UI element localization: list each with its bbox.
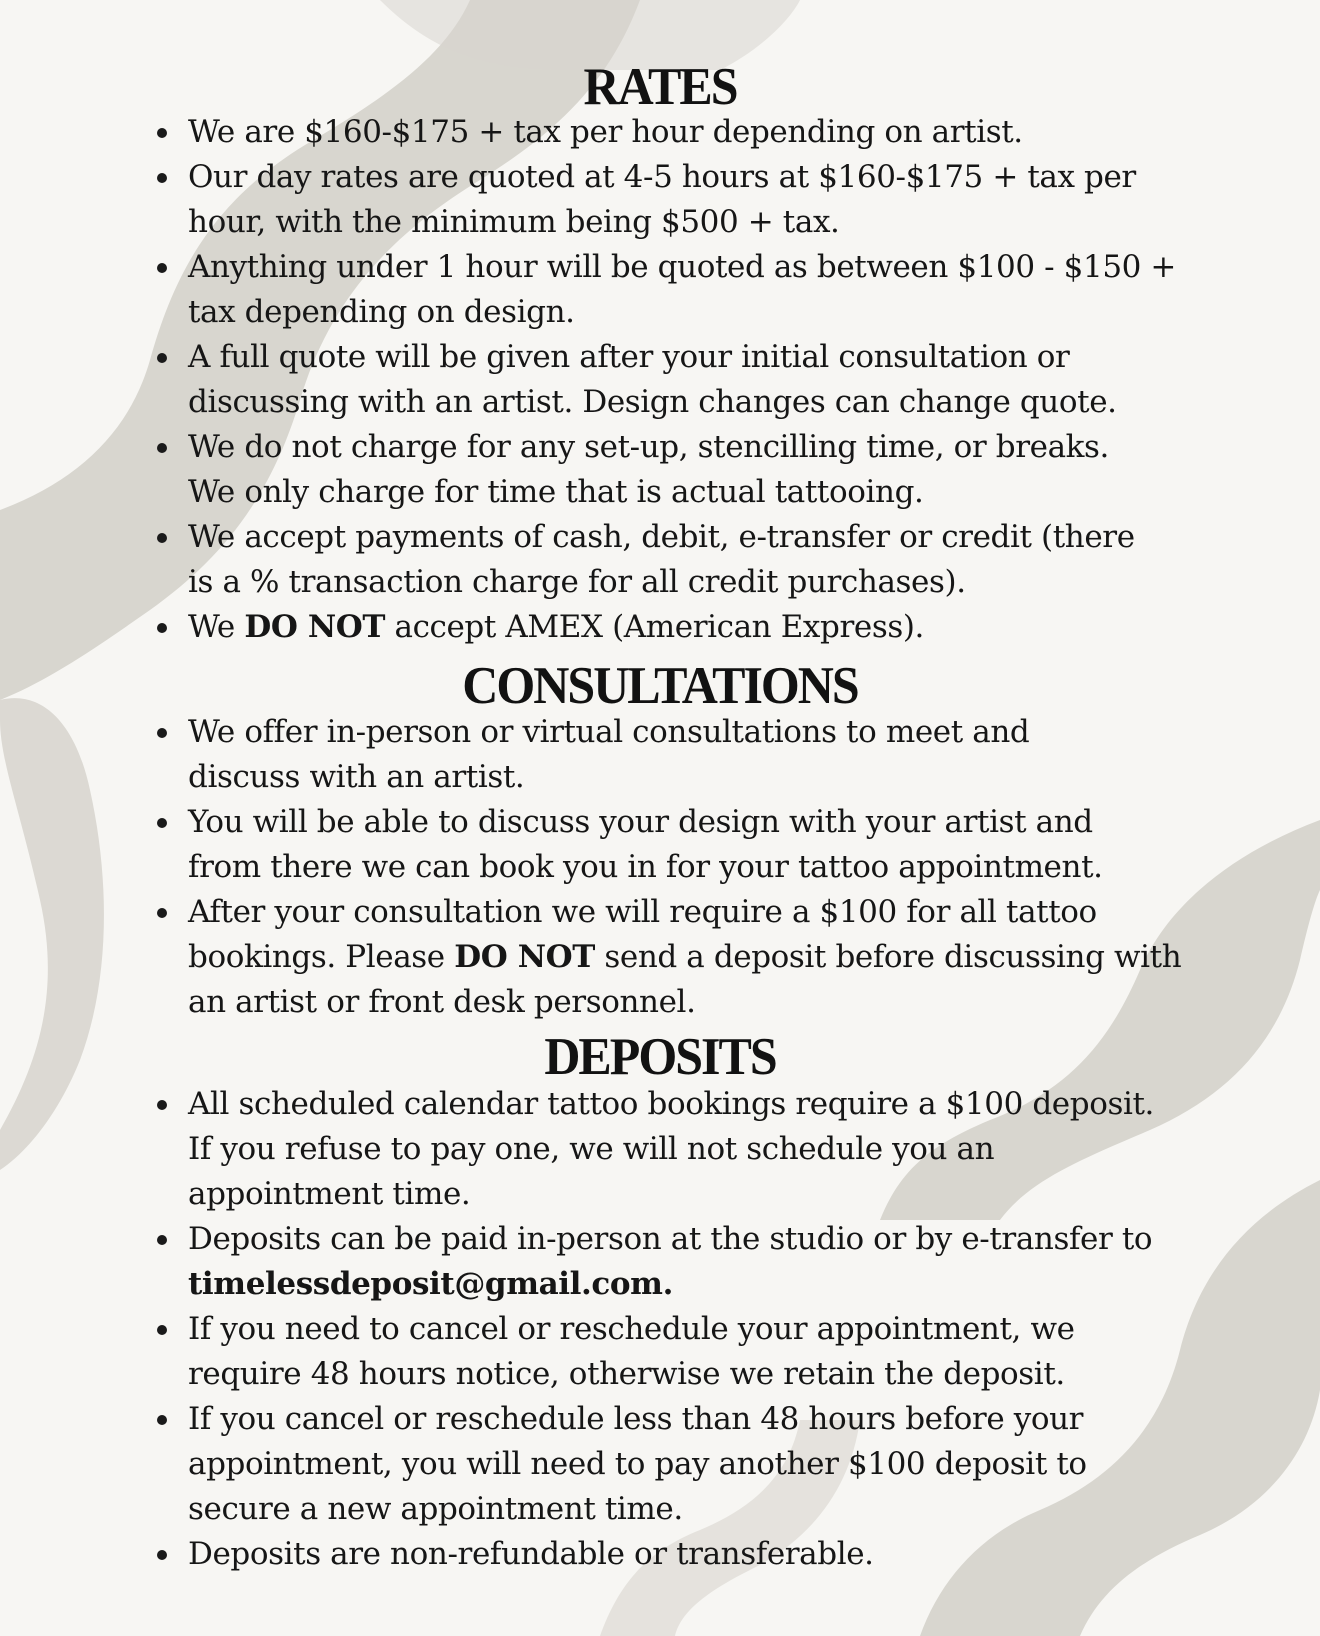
emphasis-text: DO NOT — [244, 609, 386, 645]
list-item-line: appointment, you will need to pay another $100 deposit to — [188, 1446, 1087, 1482]
list-item-line: All scheduled calendar tattoo bookings require a $100 deposit. — [188, 1086, 1154, 1122]
list-item — [0, 425, 1320, 515]
consultations-heading: CONSULTATIONS — [462, 655, 858, 715]
list-item — [0, 710, 1320, 800]
list-item-line: We only charge for time that is actual tattooing. — [188, 474, 924, 510]
list-item-line: If you refuse to pay one, we will not schedule you an — [188, 1131, 995, 1167]
list-item-line: Deposits are non-refundable or transferable. — [188, 1536, 874, 1572]
list-item-line — [188, 605, 1200, 650]
list-item — [0, 1217, 1320, 1307]
emphasis-text: timelessdeposit@gmail.com. — [188, 1266, 673, 1302]
consultations-list — [0, 710, 1320, 1025]
list-item-line: tax depending on design. — [188, 294, 575, 330]
list-item — [0, 155, 1320, 245]
rates-heading: RATES — [583, 56, 737, 116]
list-item — [0, 515, 1320, 605]
list-item — [0, 1532, 1320, 1577]
list-item — [0, 605, 1320, 650]
deposits-list — [0, 1082, 1320, 1577]
list-item-line: appointment time. — [188, 1176, 471, 1212]
list-item-line — [188, 1262, 1200, 1307]
list-item-line: Anything under 1 hour will be quoted as between $100 - $150 + — [188, 249, 1176, 285]
list-item-line: We accept payments of cash, debit, e-transfer or credit (there — [188, 519, 1135, 555]
list-item-line: A full quote will be given after your initial consultation or — [188, 339, 1070, 375]
line-text: accept AMEX (American Express). — [385, 609, 924, 645]
list-item-line — [188, 935, 1200, 980]
line-text: We — [188, 609, 245, 645]
list-item-line: If you need to cancel or reschedule your appointment, we — [188, 1311, 1075, 1347]
list-item-line: is a % transaction charge for all credit purchases). — [188, 564, 966, 600]
line-text: send a deposit before discussing with — [594, 939, 1182, 975]
list-item-line: from there we can book you in for your tattoo appointment. — [188, 849, 1103, 885]
list-item — [0, 1307, 1320, 1397]
list-item — [0, 800, 1320, 890]
list-item-line: hour, with the minimum being $500 + tax. — [188, 204, 840, 240]
list-item-line: We offer in-person or virtual consultations to meet and — [188, 714, 1030, 750]
list-item — [0, 335, 1320, 425]
list-item — [0, 110, 1320, 155]
list-item-line: discussing with an artist. Design changes can change quote. — [188, 384, 1117, 420]
list-item — [0, 890, 1320, 1025]
list-item-line: require 48 hours notice, otherwise we retain the deposit. — [188, 1356, 1065, 1392]
line-text: bookings. Please — [188, 939, 455, 975]
emphasis-text: DO NOT — [454, 939, 595, 975]
list-item-line: Our day rates are quoted at 4-5 hours at $160-$175 + tax per — [188, 159, 1136, 195]
list-item-line: We do not charge for any set-up, stencilling time, or breaks. — [188, 429, 1109, 465]
list-item-line: discuss with an artist. — [188, 759, 525, 795]
list-item-line: secure a new appointment time. — [188, 1491, 683, 1527]
list-item-line: If you cancel or reschedule less than 48 hours before your — [188, 1401, 1084, 1437]
list-item-line: an artist or front desk personnel. — [188, 984, 696, 1020]
list-item — [0, 245, 1320, 335]
list-item-line: Deposits can be paid in-person at the studio or by e-transfer to — [188, 1221, 1153, 1257]
list-item-line: We are $160-$175 + tax per hour depending on artist. — [188, 114, 1023, 150]
list-item — [0, 1082, 1320, 1217]
rates-list — [0, 110, 1320, 650]
deposits-heading: DEPOSITS — [544, 1026, 776, 1086]
list-item-line: After your consultation we will require a $100 for all tattoo — [188, 894, 1097, 930]
list-item-line: You will be able to discuss your design with your artist and — [188, 804, 1093, 840]
list-item — [0, 1397, 1320, 1532]
